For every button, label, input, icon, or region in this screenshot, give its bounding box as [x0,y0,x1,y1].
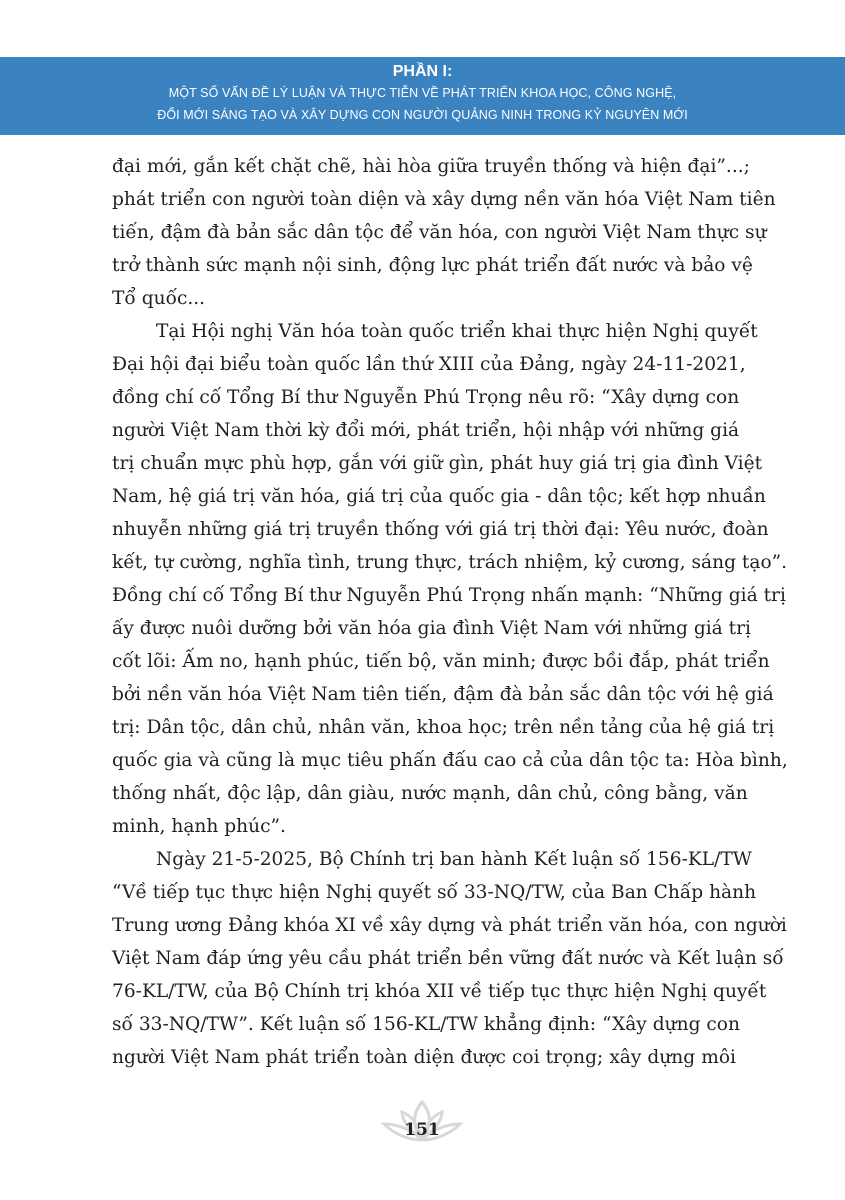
text-line: số 33-NQ/TW”. Kết luận số 156-KL/TW khẳng định: “Xây dựng con [112,1014,740,1035]
part-subtitle-line-1: MỘT SỐ VẤN ĐỀ LÝ LUẬN VÀ THỰC TIỄN VỀ PHÁT TRIỂN KHOA HỌC, CÔNG NGHỆ, [168,86,677,100]
text-line: người Việt Nam thời kỳ đổi mới, phát triển, hội nhập với những giá [112,420,740,441]
text-line: Đồng chí cố Tổng Bí thư Nguyễn Phú Trọng nhấn mạnh: “Những giá trị [112,585,786,606]
paragraph [112,315,788,843]
text-line: đồng chí cố Tổng Bí thư Nguyễn Phú Trọng nêu rõ: “Xây dựng con [112,387,740,408]
text-line: trở thành sức mạnh nội sinh, động lực phát triển đất nước và bảo vệ [112,255,753,276]
chapter-header-banner [0,57,845,135]
text-line: trị: Dân tộc, dân chủ, nhân văn, khoa học; trên nền tảng của hệ giá trị [112,717,775,738]
text-line: tiến, đậm đà bản sắc dân tộc để văn hóa, con người Việt Nam thực sự [112,222,767,243]
text-line: Việt Nam đáp ứng yêu cầu phát triển bền vững đất nước và Kết luận số [112,948,784,969]
text-line: ấy được nuôi dưỡng bởi văn hóa gia đình Việt Nam với những giá trị [112,618,751,639]
paragraph [112,150,776,315]
text-line: Trung ương Đảng khóa XI về xây dựng và phát triển văn hóa, con người [112,915,787,936]
paragraph [112,843,787,1074]
text-line: người Việt Nam phát triển toàn diện được coi trọng; xây dựng môi [112,1047,736,1068]
text-line: “Về tiếp tục thực hiện Nghị quyết số 33-NQ/TW, của Ban Chấp hành [112,882,757,903]
text-line: 76-KL/TW, của Bộ Chính trị khóa XII về tiếp tục thực hiện Nghị quyết [112,981,767,1002]
text-line: quốc gia và cũng là mục tiêu phấn đấu cao cả của dân tộc ta: Hòa bình, [112,750,788,771]
text-line: phát triển con người toàn diện và xây dựng nền văn hóa Việt Nam tiên [112,189,776,210]
text-line: Ngày 21-5-2025, Bộ Chính trị ban hành Kết luận số 156-KL/TW [156,849,752,870]
text-line: Tại Hội nghị Văn hóa toàn quốc triển khai thực hiện Nghị quyết [156,321,758,342]
text-line: trị chuẩn mực phù hợp, gắn với giữ gìn, phát huy giá trị gia đình Việt [112,453,763,474]
page-footer [372,1098,472,1148]
part-title: PHẦN I: [392,63,453,80]
text-line: Tổ quốc... [112,288,206,309]
text-line: thống nhất, độc lập, dân giàu, nước mạnh, dân chủ, công bằng, văn [112,783,748,804]
body-text [112,150,788,1074]
text-line: đại mới, gắn kết chặt chẽ, hài hòa giữa truyền thống và hiện đại”...; [112,156,750,177]
text-line: minh, hạnh phúc”. [112,816,286,837]
text-line: kết, tự cường, nghĩa tình, trung thực, trách nhiệm, kỷ cương, sáng tạo”. [112,552,788,573]
text-line: bởi nền văn hóa Việt Nam tiên tiến, đậm đà bản sắc dân tộc với hệ giá [112,684,774,705]
text-line: Nam, hệ giá trị văn hóa, giá trị của quốc gia - dân tộc; kết hợp nhuần [112,486,766,507]
page-number: 151 [404,1120,440,1140]
part-subtitle-line-2: ĐỔI MỚI SÁNG TẠO VÀ XÂY DỰNG CON NGƯỜI QUẢNG NINH TRONG KỶ NGUYÊN MỚI [157,108,688,122]
text-line: Đại hội đại biểu toàn quốc lần thứ XIII của Đảng, ngày 24-11-2021, [112,354,746,375]
text-line: nhuyễn những giá trị truyền thống với giá trị thời đại: Yêu nước, đoàn [112,519,769,540]
text-line: cốt lõi: Ấm no, hạnh phúc, tiến bộ, văn minh; được bồi đắp, phát triển [112,651,770,672]
